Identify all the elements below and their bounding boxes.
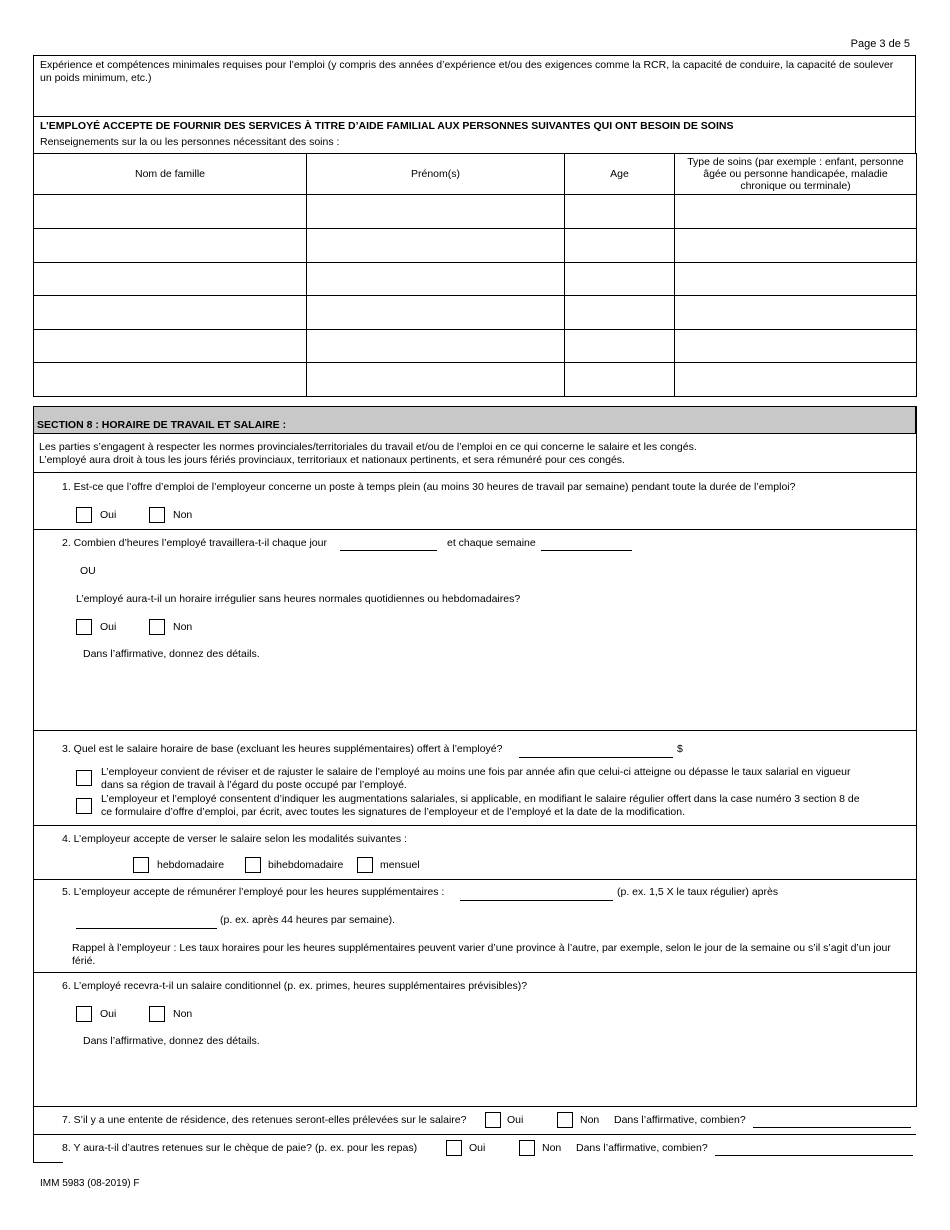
q7-non-label: Non (580, 1114, 600, 1126)
column-header-first-name: Prénom(s) (307, 154, 565, 195)
table-cell[interactable] (34, 330, 307, 363)
q2-details-label: Dans l’affirmative, donnez des détails. (83, 648, 260, 660)
q6-non-checkbox[interactable] (149, 1006, 165, 1022)
divider (33, 972, 916, 973)
q5-overtime-threshold-field[interactable] (76, 928, 217, 929)
q3-option1-checkbox[interactable] (76, 770, 92, 786)
table-cell[interactable] (675, 229, 917, 263)
q1-non-label: Non (173, 509, 193, 521)
table-cell[interactable] (565, 263, 675, 296)
q7-non-checkbox[interactable] (557, 1112, 573, 1128)
table-cell[interactable] (307, 363, 565, 397)
q3-label: 3. Quel est le salaire horaire de base (excluant les heures supplémentaires) offert à l’employé? (62, 743, 503, 755)
q7-label: 7. S’il y a une entente de résidence, des retenues seront-elles prélevées sur le salaire? (62, 1114, 467, 1126)
q5-reminder: Rappel à l’employeur : Les taux horaires pour les heures supplémentaires peuvent varier d’une province à l’autre, par exemple, selon le jour de la semaine ou s’il s’agit d’un jour férié. (72, 942, 891, 967)
q5-label: 5. L’employeur accepte de rémunérer l’employé pour les heures supplémentaires : (62, 886, 445, 898)
q5-rate-example: (p. ex. 1,5 X le taux régulier) après (617, 886, 779, 898)
table-header-row (34, 154, 917, 195)
q8-oui-label: Oui (469, 1142, 486, 1154)
q2-hours-per-day-field[interactable] (340, 550, 437, 551)
q2-or-label: OU (80, 565, 96, 577)
q2-weekly-label: et chaque semaine (447, 537, 536, 549)
divider (33, 472, 916, 473)
experience-box (33, 55, 916, 117)
q8-amount-field[interactable] (715, 1155, 913, 1156)
table-cell[interactable] (307, 296, 565, 330)
q3-dollar-sign: $ (677, 743, 683, 755)
q3-wage-field[interactable] (519, 757, 673, 758)
table-cell[interactable] (675, 195, 917, 229)
table-cell[interactable] (565, 363, 675, 397)
q5-threshold-example: (p. ex. après 44 heures par semaine). (220, 914, 396, 926)
section8-intro-1: Les parties s’engagent à respecter les normes provinciales/territoriales du travail et/ou de l’emploi en ce qui concerne le salaire et les congés. (39, 441, 697, 453)
q1-label: 1. Est-ce que l’offre d’emploi de l’employeur concerne un poste à temps plein (au moins 30 heures de travail par semaine) pendant toute la durée de l’emploi? (62, 481, 796, 493)
section8-right-border (916, 406, 917, 1107)
caregiver-table (33, 153, 917, 397)
q1-non-checkbox[interactable] (149, 507, 165, 523)
table-row (34, 296, 917, 330)
table-row (34, 363, 917, 397)
caregiver-heading-box (33, 116, 916, 154)
section8-title: SECTION 8 : HORAIRE DE TRAVAIL ET SALAIRE : (33, 406, 916, 434)
q7-oui-label: Oui (507, 1114, 524, 1126)
column-header-age: Age (565, 154, 675, 195)
table-cell[interactable] (307, 195, 565, 229)
table-cell[interactable] (307, 330, 565, 363)
q2-oui-checkbox[interactable] (76, 619, 92, 635)
q2-hours-per-week-field[interactable] (541, 550, 632, 551)
q8-non-checkbox[interactable] (519, 1140, 535, 1156)
table-row (34, 263, 917, 296)
q7-amount-field[interactable] (753, 1127, 911, 1128)
table-cell[interactable] (675, 330, 917, 363)
table-cell[interactable] (675, 296, 917, 330)
table-cell[interactable] (34, 195, 307, 229)
q6-label: 6. L’employé recevra-t-il un salaire conditionnel (p. ex. primes, heures supplémentaires prévisibles)? (62, 980, 528, 992)
section8-left-border (33, 406, 34, 1163)
column-header-last-name: Nom de famille (34, 154, 307, 195)
q3-option2-checkbox[interactable] (76, 798, 92, 814)
column-header-care-type: Type de soins (par exemple : enfant, personne âgée ou personne handicapée, maladie chronique ou terminale) (675, 154, 917, 195)
q7-oui-checkbox[interactable] (485, 1112, 501, 1128)
caregiver-subheading: Renseignements sur la ou les personnes nécessitant des soins : (40, 136, 340, 148)
q1-oui-label: Oui (100, 509, 117, 521)
q6-details-label: Dans l’affirmative, donnez des détails. (83, 1035, 260, 1047)
q4-weekly-label: hebdomadaire (157, 859, 225, 871)
q3-option1-label: L’employeur convient de réviser et de rajuster le salaire de l’employé au moins une fois par année afin que celui-ci atteigne ou dépasse le taux salarial en vigueur dans sa région de travail à l’égard du poste occupé par l’employé. (101, 766, 851, 791)
table-cell[interactable] (34, 363, 307, 397)
q8-non-label: Non (542, 1142, 562, 1154)
q6-non-label: Non (173, 1008, 193, 1020)
q2-label: 2. Combien d’heures l’employé travaillera-t-il chaque jour (62, 537, 327, 549)
q2-non-label: Non (173, 621, 193, 633)
divider (33, 825, 916, 826)
divider (33, 1106, 916, 1107)
divider (33, 529, 916, 530)
q4-biweekly-checkbox[interactable] (245, 857, 261, 873)
q7-amount-label: Dans l’affirmative, combien? (614, 1114, 746, 1126)
q4-label: 4. L’employeur accepte de verser le salaire selon les modalités suivantes : (62, 833, 407, 845)
q2-oui-label: Oui (100, 621, 117, 633)
table-cell[interactable] (34, 229, 307, 263)
table-cell[interactable] (565, 296, 675, 330)
q2-irregular-label: L’employé aura-t-il un horaire irrégulier sans heures normales quotidiennes ou hebdomadaires? (76, 593, 521, 605)
q8-label: 8. Y aura-t-il d’autres retenues sur le chèque de paie? (p. ex. pour les repas) (62, 1142, 418, 1154)
q5-overtime-rate-field[interactable] (460, 900, 613, 901)
q4-monthly-label: mensuel (380, 859, 420, 871)
q6-oui-label: Oui (100, 1008, 117, 1020)
form-code: IMM 5983 (08-2019) F (40, 1178, 140, 1189)
q4-biweekly-label: bihebdomadaire (268, 859, 344, 871)
section8-intro-2: L’employé aura droit à tous les jours fériés provinciaux, territoriaux et nationaux pertinents, et sera rémunéré pour ces congés. (39, 454, 625, 466)
table-cell[interactable] (307, 263, 565, 296)
experience-label: Expérience et compétences minimales requises pour l’emploi (y compris des années d’expérience et/ou des exigences comme la RCR, la capacité de conduire, la capacité de soulever un poids minimum, etc.) (40, 59, 894, 84)
q1-oui-checkbox[interactable] (76, 507, 92, 523)
table-row (34, 330, 917, 363)
table-cell[interactable] (307, 229, 565, 263)
q8-amount-label: Dans l’affirmative, combien? (576, 1142, 708, 1154)
q2-non-checkbox[interactable] (149, 619, 165, 635)
divider (33, 879, 916, 880)
page-number: Page 3 de 5 (850, 38, 910, 50)
q8-oui-checkbox[interactable] (446, 1140, 462, 1156)
section8-bottom-border (33, 1162, 63, 1163)
table-cell[interactable] (34, 263, 307, 296)
q6-oui-checkbox[interactable] (76, 1006, 92, 1022)
table-cell[interactable] (565, 229, 675, 263)
q4-monthly-checkbox[interactable] (357, 857, 373, 873)
table-cell[interactable] (675, 263, 917, 296)
table-cell[interactable] (565, 330, 675, 363)
table-cell[interactable] (34, 296, 307, 330)
divider (33, 730, 916, 731)
table-cell[interactable] (565, 195, 675, 229)
table-row (34, 195, 917, 229)
table-row (34, 229, 917, 263)
table-cell[interactable] (675, 363, 917, 397)
caregiver-heading: L’EMPLOYÉ ACCEPTE DE FOURNIR DES SERVICES À TITRE D’AIDE FAMILIAL AUX PERSONNES SUIVANTES QUI ONT BESOIN DE SOINS (40, 120, 734, 132)
q4-weekly-checkbox[interactable] (133, 857, 149, 873)
divider (33, 1134, 916, 1135)
q3-option2-label: L’employeur et l’employé consentent d’indiquer les augmentations salariales, si applicable, en modifiant le salaire régulier offert dans la case numéro 3 section 8 de ce formulaire d’offre d’emploi, par écrit, avec toutes les signatures de l’employeur et de l’employé et la date de la modification. (101, 793, 860, 818)
